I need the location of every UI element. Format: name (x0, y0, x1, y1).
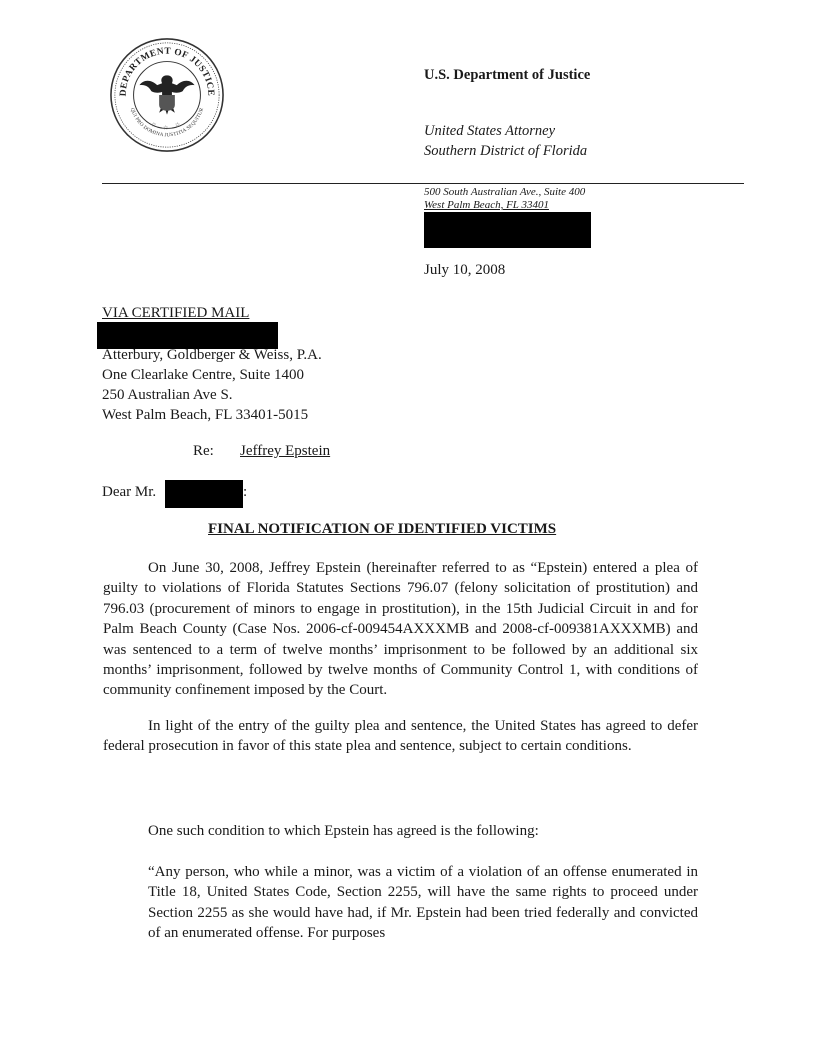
doj-seal (108, 36, 226, 154)
agency-name: U.S. Department of Justice (424, 67, 591, 83)
office-block (424, 121, 587, 161)
recipient-line-2: One Clearlake Centre, Suite 1400 (102, 367, 305, 383)
letterhead-divider (102, 183, 744, 184)
re-subject: Jeffrey Epstein (240, 443, 331, 459)
letter-date: July 10, 2008 (424, 262, 506, 278)
recipient-firm: Atterbury, Goldberger & Weiss, P.A. (102, 347, 322, 363)
svg-text:☆: ☆ (174, 122, 181, 129)
salutation-suffix: : (243, 484, 248, 500)
recipient-address (102, 345, 322, 425)
office-line-2: Southern District of Florida (424, 143, 588, 159)
address-line-1: 500 South Australian Ave., Suite 400 (424, 186, 586, 198)
condition-intro: One such condition to which Epstein has agreed is the following: (148, 823, 539, 839)
condition-quote: “Any person, who while a minor, was a victim of a violation of an offense enumerated in Title 18, United States Code, Section 2255, will have the same rights to proceed under Section 2255 as she would have had, if Mr. Epstein had been tried federally and convicted of an enumerated offense. For purposes (148, 864, 698, 942)
redaction-block-salutation (165, 480, 243, 508)
delivery-method: VIA CERTIFIED MAIL (102, 305, 250, 321)
recipient-line-4: West Palm Beach, FL 33401-5015 (102, 407, 309, 423)
paragraph-deferral: In light of the entry of the guilty plea and sentence, the United States has agreed to defer federal prosecution in favor of this state plea and sentence, subject to certain conditions. (103, 718, 698, 755)
svg-text:DEPARTMENT OF JUSTICE: DEPARTMENT OF JUSTICE (118, 46, 216, 97)
office-address (424, 186, 585, 212)
recipient-line-3: 250 Australian Ave S. (102, 387, 233, 403)
office-line-1: United States Attorney (424, 123, 556, 139)
letter-heading: FINAL NOTIFICATION OF IDENTIFIED VICTIMS (208, 521, 557, 537)
svg-text:☆: ☆ (151, 122, 157, 129)
address-line-2: West Palm Beach, FL 33401 (424, 199, 549, 211)
re-label: Re: (193, 443, 214, 459)
paragraph-plea: On June 30, 2008, Jeffrey Epstein (hereinafter referred to as “Epstein) entered a plea of guilty to violations of Florida Statutes Sections 796.07 (felony solicitation of prostitution) and 796.03 (procurement of minors to engage in prostitution), in the 15th Judicial Circuit in and for Palm Beach County (Case Nos. 2006-cf-009454AXXXMB and 2008-cf-009381AXXXMB) and was sentenced to a term of twelve months’ imprisonment to be followed by an additional six months’ imprisonment, followed by twelve months of Community Control 1, with conditions of community confinement imposed by the Court. (103, 560, 698, 699)
svg-text:QUI PRO DOMINA JUSTITIA SEQUIT: QUI PRO DOMINA JUSTITIA SEQUITUR (128, 107, 206, 139)
redaction-block-phone (424, 212, 591, 248)
salutation-prefix: Dear Mr. (102, 484, 157, 500)
svg-text:☆: ☆ (163, 125, 169, 132)
